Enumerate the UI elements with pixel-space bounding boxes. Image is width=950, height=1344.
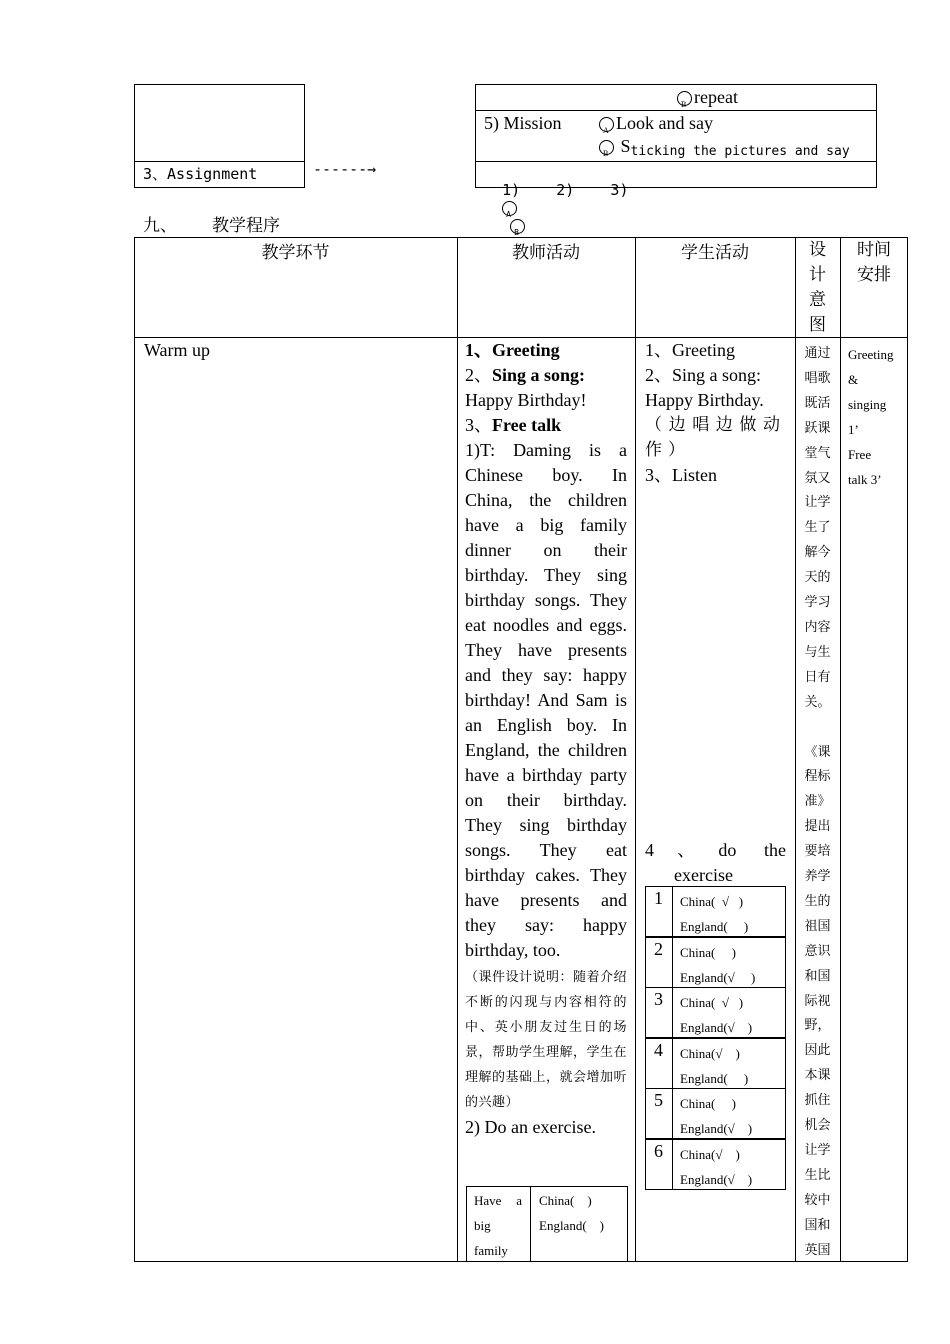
exercise-row [645,937,786,988]
assignment-arrow: ------→ [313,160,377,178]
teacher-exercise-china: China( ) [539,1193,592,1208]
student-note: （边唱边做动作） [645,415,786,460]
col-divider-2 [635,237,636,1262]
teacher-paragraph: 1)T: Daming is a Chinese boy. In China, the children have a big family dinner on their birthday. They sing birthday songs. They eat noodles and eggs. They have presents and they say: happy birthday! And Sam is an English boy. In England, the children have a birthday party on their birthday. They sing birthday songs. They eat birthday cakes. They have presents and they say: happy birthday, too. [465,440,627,960]
header-step: 教学环节 [261,243,330,263]
time-allocation [848,342,904,492]
student-do-exercise-l1: 4、do the [645,840,786,860]
sticking-s: S [620,136,631,156]
student-song: 2、Sing a song: [645,365,762,385]
circle-a-icon: A [502,201,517,216]
design-intent: 通过唱歌既活跃课堂气氛又让学生了解今天的学习内容与生日有关。 《课程标准》提出要培养学生的祖国意识和国际视野，因此本课抓住机会让学生比较中国和英国 [804,346,831,1258]
look-and-say-text: Look and say [616,113,713,133]
student-song-title: Happy Birthday. [645,390,764,410]
student-activity [645,338,786,488]
repeat-line [677,85,738,110]
exercise-row-divider [672,938,673,987]
header-time: 时间安排 [857,240,891,285]
teacher-greeting: 1、Greeting [465,340,560,360]
time-line: talk 3’ [848,472,882,487]
exercise-number: 5 [654,1090,663,1111]
look-and-say-line [599,111,713,136]
nums-text: 1) 2) 3) [502,181,629,199]
step-warm-up: Warm up [144,340,211,360]
circle-b-icon: B [599,140,614,155]
exercise-row [645,1088,786,1139]
exercise-china: China( √ ) [680,995,744,1011]
circle-a-icon: A [599,117,614,132]
student-listen: 3、Listen [645,465,717,485]
exercise-china: China( ) [680,944,736,960]
header-design-char: 图 [809,315,826,335]
time-line: singing [848,397,887,412]
exercise-england: England( ) [680,919,749,934]
student-exercise-table [645,886,786,1190]
exercise-row-divider [672,1039,673,1088]
exercise-china: China(√ ) [680,1147,740,1162]
header-student: 学生活动 [681,243,749,263]
exercise-row-divider [672,1140,673,1189]
time-line: 1’ [848,422,859,437]
mission-label: 5) Mission [484,113,562,133]
col-divider-4 [840,237,841,1262]
exercise-england: England( ) [680,1070,749,1086]
exercise-number: 1 [654,888,663,908]
sticking-text: ticking the pictures and say [630,144,850,159]
top-left-divider [134,161,305,162]
time-line: Free [848,447,872,462]
header-design [795,238,840,338]
teacher-exercise-england: England( ) [539,1218,604,1233]
exercise-row [645,1139,786,1190]
exercise-row [645,987,786,1038]
header-design-char: 设 [809,240,826,260]
exercise-row-divider [672,1089,673,1138]
exercise-row-divider [672,988,673,1037]
time-line: & [848,372,859,387]
section-title: 教学程序 [212,216,280,236]
teacher-song: 2、Sing a song: [465,365,586,385]
section-number: 九、 [143,216,177,236]
exercise-china: China( ) [680,1096,736,1112]
exercise-england: England(√ ) [680,1020,753,1036]
assignment-nums [484,163,629,235]
time-line: Greeting [848,347,894,362]
col-divider-1 [457,237,458,1262]
exercise-row [645,1038,786,1089]
exercise-number: 4 [654,1039,663,1060]
exercise-england: England(√ ) [680,1172,753,1187]
exercise-number: 3 [654,989,663,1010]
top-right-divider-2 [475,161,877,162]
exercise-row-divider [672,887,673,936]
exercise-number: 2 [654,938,663,959]
circle-b-icon: B [510,219,525,234]
exercise-china: China(√ ) [680,1045,740,1061]
teacher-note: （课件设计说明：随着介绍不断的闪现与内容相符的中、英小朋友过生日的场景，帮助学生理解，学生在理解的基础上，就会增加听的兴趣） [465,970,628,1110]
exercise-england: England(√ ) [680,969,756,985]
teacher-exercise-left: Have a big family [474,1193,522,1258]
header-design-char: 计 [809,265,826,285]
header-teacher: 教师活动 [512,243,580,263]
header-design-char: 意 [809,290,826,310]
teacher-activity [465,338,627,1140]
exercise-china: China( √ ) [680,894,744,909]
teacher-free-talk: 3、Free talk [465,415,562,435]
circle-b-icon: B [677,91,692,106]
exercise-number: 6 [654,1141,663,1161]
teacher-song-title: Happy Birthday! [465,390,587,410]
student-greeting: 1、Greeting [645,340,735,360]
teacher-exercise-divider [530,1186,531,1262]
exercise-england: England(√ ) [680,1121,753,1137]
assignment-label: 3、Assignment [143,165,258,183]
sticking-line [599,136,850,157]
col-divider-3 [795,237,796,1262]
exercise-row [645,886,786,937]
student-do-exercise-l2: exercise [674,865,733,885]
student-do-exercise [645,838,786,888]
teacher-exercise: 2) Do an exercise. [465,1117,596,1137]
repeat-text: repeat [694,87,738,107]
